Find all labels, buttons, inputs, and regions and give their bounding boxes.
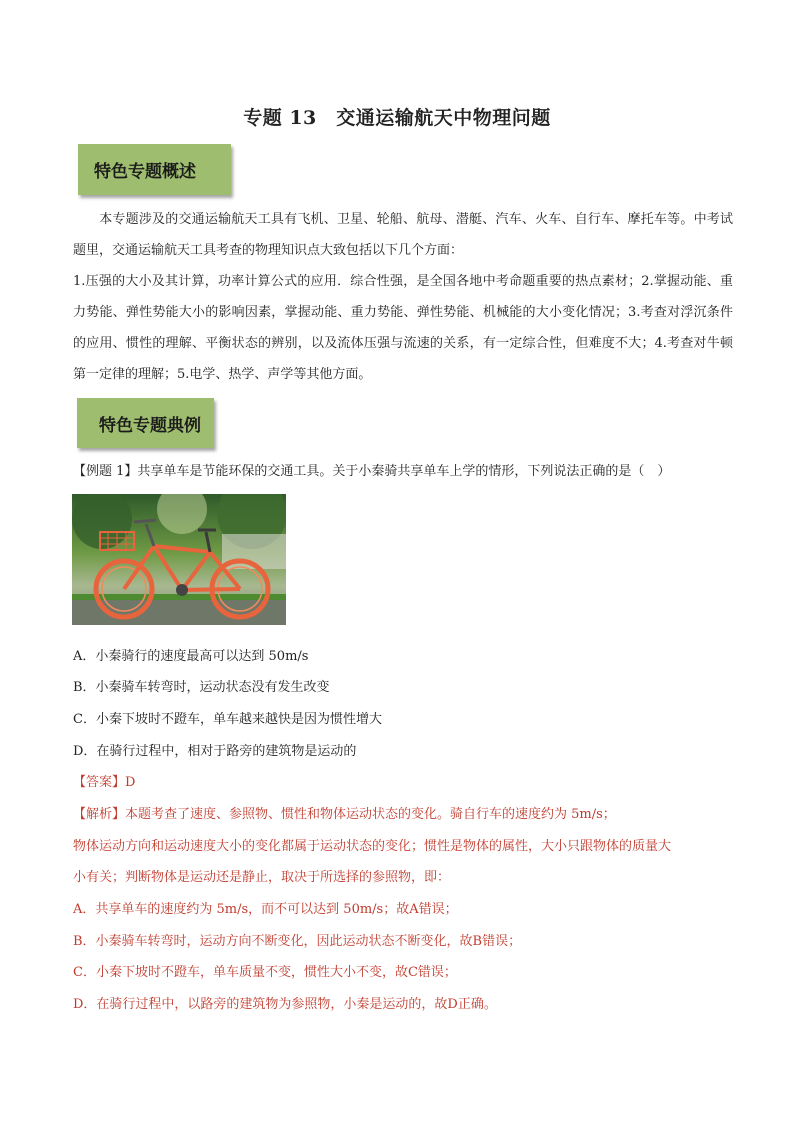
analysis-item-a: A．共享单车的速度约为 5m/s，而不可以达到 50m/s；故A错误； bbox=[73, 902, 458, 917]
analysis-item-b: B．小秦骑车转弯时，运动方向不断变化，因此运动状态不断变化，故B错误； bbox=[73, 934, 522, 949]
section-heading-overview bbox=[78, 144, 231, 195]
overview-text-1: 本专题涉及的交通运输航天工具有飞机、卫星、轮船、航母、潜艇、汽车、火车、自行车、摩托车等。中考试题里，交通运输航天工具考查的物理知识点大致包括以下几个方面： bbox=[73, 212, 733, 258]
option-a: A．小秦骑行的速度最高可以达到 50m/s bbox=[73, 649, 309, 664]
analysis-item-d: D．在骑行过程中，以路旁的建筑物为参照物，小秦是运动的，故D正确。 bbox=[73, 997, 497, 1012]
section-heading-label: 特色专题典例 bbox=[99, 415, 201, 436]
analysis-line-1 bbox=[73, 803, 616, 822]
section-heading-label: 特色专题概述 bbox=[94, 162, 196, 182]
bicycle-photo bbox=[72, 494, 286, 625]
bicycle-image bbox=[72, 494, 286, 625]
analysis-label: 【解析】 bbox=[73, 807, 126, 822]
page-title: 专题 13 交通运输航天中物理问题 bbox=[243, 107, 551, 129]
analysis-text-1: 本题考查了速度、参照物、惯性和物体运动状态的变化。骑自行车的速度约为 5m/s； bbox=[125, 807, 616, 822]
option-d: D．在骑行过程中，相对于路旁的建筑物是运动的 bbox=[73, 744, 357, 759]
example-question: 【例题 1】共享单车是节能环保的交通工具。关于小秦骑共享单车上学的情形，下列说法正确的是（ ） bbox=[73, 464, 671, 479]
option-b: B．小秦骑车转弯时，运动状态没有发生改变 bbox=[73, 680, 330, 695]
section-heading-examples bbox=[77, 398, 214, 448]
option-c: C．小秦下坡时不蹬车，单车越来越快是因为惯性增大 bbox=[73, 712, 382, 727]
analysis-line-3: 小有关；判断物体是运动还是静止，取决于所选择的参照物，即： bbox=[73, 870, 451, 885]
analysis-line-2: 物体运动方向和运动速度大小的变化都属于运动状态的变化；惯性是物体的属性，大小只跟物体的质量大 bbox=[73, 839, 672, 854]
analysis-item-c: C．小秦下坡时不蹬车，单车质量不变，惯性大小不变，故C错误； bbox=[73, 965, 457, 980]
overview-text-2: 1.压强的大小及其计算，功率计算公式的应用．综合性强，是全国各地中考命题重要的热点素材；2.掌握动能、重力势能、弹性势能大小的影响因素，掌握动能、重力势能、弹性势能、机械能的大小变化情况；3.考查对浮沉条件的应用、惯性的理解、平衡状态的辨别，以及流体压强与流速的关系，有一定综合性，但难度不大；4.考查对牛顿第一定律的理解；5.电学、热学、声学等其他方面。 bbox=[73, 274, 733, 382]
answer: 【答案】D bbox=[73, 775, 136, 790]
overview-paragraph bbox=[73, 204, 733, 390]
